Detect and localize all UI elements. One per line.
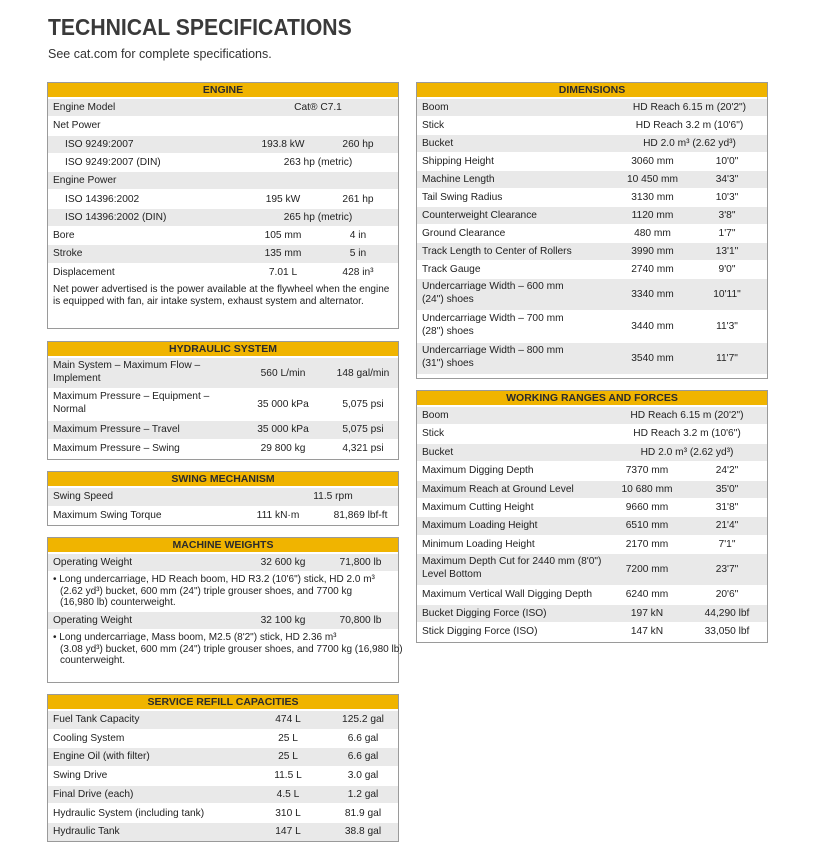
- row-label: Maximum Swing Torque: [53, 509, 162, 521]
- row-value-imperial: 6.6 gal: [347, 732, 379, 744]
- weight-note: [48, 629, 403, 668]
- row-value: HD Reach 3.2 m (10'6"): [635, 120, 744, 131]
- weight-note-line: counterweight.: [60, 655, 126, 666]
- row-value-metric: 474 L: [275, 714, 301, 725]
- table-row: [417, 498, 767, 516]
- table-row: [417, 260, 767, 278]
- row-value-imperial: 1.2 gal: [347, 788, 379, 800]
- row-label: Bucket Digging Force (ISO): [422, 607, 547, 619]
- table-row: [48, 747, 398, 766]
- row-value-metric: 32 100 kg: [260, 615, 306, 626]
- row-label: Maximum Pressure – Travel: [53, 424, 180, 435]
- row-value-imperial: 81,869 lbf-ft: [333, 509, 388, 521]
- row-value-metric: 560 L/min: [260, 368, 306, 379]
- row-label: Displacement: [53, 266, 115, 278]
- row-label: Maximum Reach at Ground Level: [422, 483, 574, 495]
- table-row: [417, 188, 767, 206]
- row-value-imperial: 10'0": [715, 156, 739, 167]
- swing-mechanism-table: [47, 471, 399, 526]
- table-header: SWING MECHANISM: [48, 472, 398, 486]
- table-row: [48, 208, 398, 226]
- row-label-continued: (24") shoes: [422, 294, 474, 305]
- row-label: Undercarriage Width – 700 mm: [422, 313, 564, 324]
- row-value-imperial: 23'7": [715, 564, 739, 576]
- row-value: HD Reach 3.2 m (10'6"): [633, 428, 741, 440]
- row-label: Net Power: [53, 120, 101, 132]
- row-value-metric: 3060 mm: [631, 156, 674, 167]
- row-label: Tail Swing Radius: [422, 192, 503, 203]
- table-row: [417, 98, 767, 116]
- row-value-metric: 7200 mm: [625, 564, 669, 576]
- row-label: Track Gauge: [422, 264, 481, 275]
- row-label: Stick: [422, 120, 445, 131]
- row-label: Hydraulic System (including tank): [53, 807, 205, 819]
- row-value-imperial: 81.9 gal: [344, 807, 382, 819]
- table-row: [417, 622, 767, 640]
- table-row: [48, 439, 398, 458]
- row-value-imperial: 38.8 gal: [344, 826, 382, 838]
- table-row: [48, 729, 398, 748]
- row-value-imperial: 70,800 lb: [339, 615, 382, 626]
- row-value-imperial: 1'7": [718, 228, 736, 239]
- row-label: Ground Clearance: [422, 228, 506, 239]
- row-value-imperial: 44,290 lbf: [704, 607, 750, 619]
- row-value-imperial: 34'3": [715, 174, 739, 185]
- row-label: Maximum Pressure – Swing: [53, 442, 180, 454]
- row-value: 11.5 rpm: [313, 491, 353, 502]
- row-label: ISO 14396:2002: [65, 193, 140, 205]
- row-value-metric: 197 kN: [630, 607, 664, 619]
- row-value-imperial: 428 in³: [342, 266, 374, 278]
- row-value-metric: 3540 mm: [631, 353, 674, 364]
- row-label: Boom: [422, 410, 449, 421]
- table-row: [417, 206, 767, 224]
- table-row: [48, 766, 398, 785]
- row-value-metric: 195 kW: [265, 193, 301, 205]
- row-label: Maximum Loading Height: [422, 520, 538, 532]
- row-label-continued: Normal: [53, 404, 86, 415]
- table-header: MACHINE WEIGHTS: [48, 538, 398, 552]
- row-value-metric: 1120 mm: [631, 210, 674, 221]
- row-value-metric: 6240 mm: [625, 589, 669, 601]
- dimensions-table: [416, 82, 768, 379]
- row-value-imperial: 5 in: [349, 248, 367, 260]
- weight-note-line: • Long undercarriage, Mass boom, M2.5 (8'2") stick, HD 2.36 m³: [53, 632, 337, 643]
- row-value-metric: 7.01 L: [268, 266, 298, 278]
- row-value-metric: 310 L: [275, 807, 301, 819]
- table-row: [48, 804, 398, 823]
- row-value-metric: 29 800 kg: [260, 442, 306, 454]
- table-row: [417, 443, 767, 461]
- table-row: [48, 611, 398, 629]
- row-label: Fuel Tank Capacity: [53, 714, 140, 725]
- row-label: Undercarriage Width – 800 mm: [422, 345, 564, 356]
- weight-note-line: • Long undercarriage, HD Reach boom, HD R3.2 (10'6") stick, HD 2.0 m³: [53, 574, 375, 585]
- row-value-metric: 10 450 mm: [627, 174, 678, 185]
- row-label: Counterweight Clearance: [422, 210, 537, 221]
- weight-note-line: (2.62 yd³) bucket, 600 mm (24") triple grouser shoes, and 7700 kg: [60, 585, 353, 597]
- row-value-imperial: 125.2 gal: [342, 714, 384, 725]
- row-value-metric: 6510 mm: [625, 520, 669, 532]
- row-value-imperial: 4 in: [349, 230, 367, 242]
- row-label: Maximum Pressure – Equipment –: [53, 391, 210, 402]
- row-label: Bucket: [422, 138, 454, 149]
- row-value-metric: 3440 mm: [631, 321, 674, 332]
- row-value-imperial: 9'0": [718, 264, 736, 275]
- table-row: [48, 226, 398, 244]
- table-row: [48, 822, 398, 841]
- table-row: [48, 487, 398, 506]
- table-header: HYDRAULIC SYSTEM: [48, 342, 398, 356]
- row-value: 263 hp (metric): [283, 156, 353, 168]
- row-value-metric: 147 L: [275, 826, 301, 838]
- row-value-metric: 3990 mm: [631, 246, 674, 257]
- row-value: HD Reach 6.15 m (20'2"): [630, 410, 744, 421]
- engine-table: [47, 82, 399, 329]
- table-row: [417, 604, 767, 622]
- row-value-imperial: 11'3": [716, 321, 738, 332]
- row-label: Track Length to Center of Rollers: [422, 246, 572, 257]
- row-label: Boom: [422, 102, 449, 113]
- row-label: Hydraulic Tank: [53, 826, 120, 838]
- row-label-continued: Level Bottom: [422, 569, 482, 581]
- row-value: 265 hp (metric): [283, 211, 353, 223]
- table-row: [48, 135, 398, 153]
- table-row: [48, 98, 398, 116]
- row-value-metric: 2740 mm: [631, 264, 674, 275]
- row-label: Bore: [53, 230, 75, 242]
- table-row: [48, 190, 398, 208]
- row-value-imperial: 13'1": [715, 246, 739, 257]
- table-row: [417, 242, 767, 260]
- row-value-imperial: 148 gal/min: [336, 368, 390, 379]
- row-label: Operating Weight: [53, 615, 133, 626]
- table-row: [417, 461, 767, 479]
- row-value-imperial: 7'1": [718, 538, 736, 550]
- table-row: [48, 171, 398, 189]
- row-value: HD 2.0 m³ (2.62 yd³): [640, 446, 734, 458]
- row-value-imperial: 10'11": [713, 289, 741, 300]
- table-row: [417, 116, 767, 134]
- row-value-imperial: 4,321 psi: [342, 442, 384, 454]
- row-value-metric: 2170 mm: [625, 538, 669, 550]
- row-value-imperial: 35'0": [715, 483, 739, 495]
- row-label: Minimum Loading Height: [422, 538, 535, 550]
- weight-note-line: (3.08 yd³) bucket, 600 mm (24") triple grouser shoes, and 7700 kg (16,980 lb): [60, 643, 403, 655]
- row-label: Maximum Depth Cut for 2440 mm (8'0"): [422, 556, 602, 568]
- row-label: Stick Digging Force (ISO): [422, 626, 538, 637]
- table-row: [417, 310, 767, 342]
- row-label: Maximum Vertical Wall Digging Depth: [422, 589, 593, 601]
- row-label: Swing Speed: [53, 491, 114, 502]
- table-row: [48, 710, 398, 729]
- table-row: [417, 342, 767, 374]
- row-value-imperial: 11'7": [716, 353, 738, 364]
- row-value-metric: 135 mm: [264, 248, 302, 260]
- row-value-imperial: 24'2": [715, 465, 739, 477]
- row-value-metric: 111 kN·m: [256, 509, 300, 521]
- table-row: [417, 553, 767, 585]
- row-value-metric: 480 mm: [634, 228, 671, 239]
- row-value-metric: 105 mm: [264, 230, 302, 242]
- row-value-metric: 35 000 kPa: [257, 424, 309, 435]
- table-row: [48, 263, 398, 281]
- table-row: [48, 244, 398, 262]
- table-row: [48, 420, 398, 439]
- page-title: TECHNICAL SPECIFICATIONS: [48, 14, 352, 40]
- table-row: [417, 278, 767, 310]
- row-value-metric: 9660 mm: [625, 502, 669, 513]
- row-value-imperial: 6.6 gal: [347, 751, 379, 763]
- table-row: [417, 224, 767, 242]
- row-label: Maximum Digging Depth: [422, 465, 534, 477]
- table-row: [48, 506, 398, 525]
- row-value-imperial: 3'8": [718, 210, 736, 221]
- row-value-metric: 193.8 kW: [261, 138, 305, 150]
- row-label: Cooling System: [53, 732, 125, 744]
- row-value-imperial: 5,075 psi: [342, 399, 384, 410]
- row-value-metric: 147 kN: [630, 626, 664, 637]
- hydraulic-system-table: [47, 341, 399, 460]
- row-value-imperial: 71,800 lb: [339, 557, 382, 568]
- row-value-imperial: 260 hp: [342, 138, 374, 150]
- table-row: [48, 153, 398, 171]
- row-value-imperial: 10'3": [715, 192, 739, 203]
- row-value: HD Reach 6.15 m (20'2"): [632, 102, 747, 113]
- row-label: Machine Length: [422, 174, 495, 185]
- row-value-imperial: 261 hp: [342, 193, 374, 205]
- row-value: Cat® C7.1: [294, 102, 342, 113]
- table-row: [417, 170, 767, 188]
- page-subtitle: See cat.com for complete specifications.: [48, 47, 272, 61]
- row-label: Bucket: [422, 446, 454, 458]
- row-value-imperial: 20'6": [715, 589, 739, 601]
- weight-note: [48, 571, 398, 610]
- table-header: WORKING RANGES AND FORCES: [417, 391, 767, 405]
- table-row: [417, 134, 767, 152]
- row-value-imperial: 31'8": [715, 502, 739, 513]
- table-row: [417, 480, 767, 498]
- table-row: [48, 357, 398, 388]
- table-header: ENGINE: [48, 83, 398, 97]
- row-value-metric: 7370 mm: [625, 465, 669, 477]
- table-row: [48, 785, 398, 804]
- row-value-imperial: 21'4": [715, 520, 739, 532]
- row-label: Undercarriage Width – 600 mm: [422, 281, 564, 292]
- table-row: [417, 516, 767, 534]
- row-label: Stroke: [53, 248, 83, 260]
- row-value-imperial: 33,050 lbf: [704, 626, 750, 637]
- row-label: Engine Oil (with filter): [53, 751, 150, 763]
- row-value-metric: 3130 mm: [631, 192, 674, 203]
- row-label: ISO 9249:2007 (DIN): [65, 156, 161, 168]
- row-label-continued: (31") shoes: [422, 358, 474, 369]
- row-label-continued: (28") shoes: [422, 326, 474, 337]
- table-row: [417, 406, 767, 424]
- row-value-metric: 10 680 mm: [621, 483, 673, 495]
- table-row: [417, 535, 767, 553]
- row-label: Maximum Cutting Height: [422, 502, 534, 513]
- row-label: ISO 14396:2002 (DIN): [65, 211, 167, 223]
- table-row: [417, 585, 767, 603]
- table-row: [48, 116, 398, 134]
- row-label: Engine Power: [53, 175, 117, 187]
- row-label: ISO 9249:2007: [65, 138, 134, 150]
- table-header: SERVICE REFILL CAPACITIES: [48, 695, 398, 709]
- row-value-metric: 32 600 kg: [260, 557, 306, 568]
- weight-note-line: (16,980 lb) counterweight.: [60, 597, 176, 608]
- table-row: [48, 388, 398, 420]
- table-row: [417, 152, 767, 170]
- row-label: Shipping Height: [422, 156, 494, 167]
- row-label-continued: Implement: [53, 373, 101, 384]
- row-label: Main System – Maximum Flow –: [53, 360, 201, 371]
- row-value-metric: 4.5 L: [276, 788, 300, 800]
- row-label: Engine Model: [53, 102, 116, 113]
- table-row: [48, 553, 398, 571]
- row-value-metric: 35 000 kPa: [257, 399, 309, 410]
- row-label: Operating Weight: [53, 557, 133, 568]
- engine-note: Net power advertised is the power available at the flywheel when the engine is equipped with fan, air intake system, exhaust system and alternator.: [53, 284, 390, 307]
- row-value: HD 2.0 m³ (2.62 yd³): [643, 138, 736, 149]
- row-value-metric: 3340 mm: [631, 289, 674, 300]
- row-label: Final Drive (each): [53, 788, 134, 800]
- row-value-imperial: 5,075 psi: [342, 424, 384, 435]
- row-value-metric: 11.5 L: [274, 770, 302, 782]
- service-refill-table: [47, 694, 399, 842]
- table-header: DIMENSIONS: [417, 83, 767, 97]
- row-value-metric: 25 L: [278, 751, 298, 763]
- row-value-metric: 25 L: [278, 732, 298, 744]
- row-label: Swing Drive: [53, 770, 108, 782]
- row-value-imperial: 3.0 gal: [347, 770, 379, 782]
- working-ranges-table: [416, 390, 768, 643]
- row-label: Stick: [422, 428, 445, 440]
- machine-weights-table: [47, 537, 403, 683]
- table-row: [417, 424, 767, 442]
